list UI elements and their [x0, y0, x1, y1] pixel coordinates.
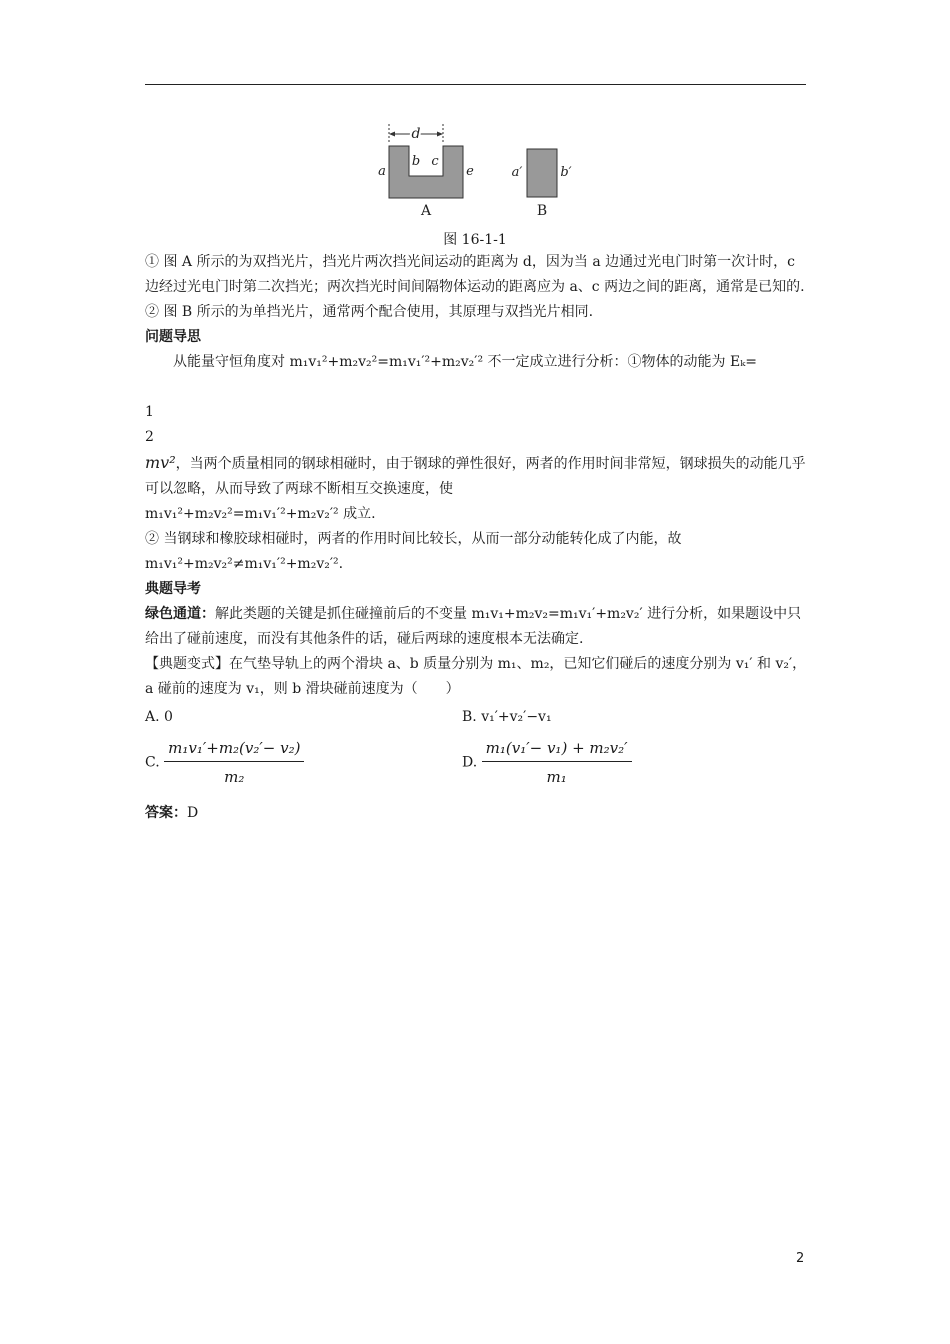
rubber-paragraph: ② 当钢球和橡胶球相碰时，两者的作用时间比较长，从而一部分动能转化成了内能，故 m₁v₁²+m₂v₂²≠m₁v₁′²+m₂v₂′².: [145, 531, 682, 572]
section-title-thinking: 问题导思: [145, 329, 201, 345]
choice-c-denominator: m₂: [224, 768, 245, 786]
figure-A-label: A: [420, 203, 432, 219]
single-slit-shape: [527, 149, 557, 197]
answer-line: [145, 801, 807, 826]
choice-c-numerator: m₁v₁′+m₂(v₂′− v₂): [164, 737, 304, 762]
slit-figure: [370, 122, 590, 222]
green-channel-text: 解此类题的关键是抓住碰撞前后的不变量 m₁v₁+m₂v₂=m₁v₁′+m₂v₂′ 进行分析，如果题设中只给出了碰前速度，而没有其他条件的话，碰后两球的速度根本无法确定.: [145, 606, 802, 647]
edge-b-prime-label: b′: [560, 165, 572, 180]
variant-text: 在气垫导轨上的两个滑块 a、b 质量分别为 m₁、m₂，已知它们碰后的速度分别为 v₁′ 和 v₂′，a 碰前的速度为 v₁，则 b 滑块碰前速度为（ ）: [145, 656, 807, 697]
half-denominator: 2: [145, 429, 154, 445]
choice-d-denominator: m₁: [546, 768, 567, 786]
edge-c-label: c: [431, 154, 439, 169]
intro-paragraph: ① 图 A 所示的为双挡光片，挡光片两次挡光间运动的距离为 d，因为当 a 边通过光电门时第一次计时，c 边经过光电门时第二次挡光；两次挡光时间间隔物体运动的距离应为 a、c 两边之间的距离，通常是已知的. ② 图 B 所示的为单挡光片，通常两个配合使用，其原理与双挡光片相同.: [145, 254, 805, 320]
energy-paragraph: [145, 350, 807, 400]
d-label: d: [411, 126, 421, 142]
answer-value: D: [187, 805, 199, 821]
energy-text-start: 从能量守恒角度对 m₁v₁²+m₂v₂²=m₁v₁′²+m₂v₂′² 不一定成立进行分析：①物体的动能为 Eₖ=: [173, 354, 758, 370]
energy-tail: m₁v₁²+m₂v₂²=m₁v₁′²+m₂v₂′² 成立.: [145, 506, 376, 522]
page-number: 2: [796, 1251, 805, 1266]
d-arrow-right: [437, 132, 443, 137]
section-title-examples: 典题导考: [145, 581, 201, 597]
choice-d-label: D.: [462, 754, 478, 771]
choice-b: B. v₁′+v₂′−v₁: [462, 709, 552, 725]
figure-B-label: B: [536, 203, 548, 219]
double-slit-shape: [389, 146, 463, 198]
d-arrow-left: [389, 132, 395, 137]
answer-label: 答案：: [145, 805, 187, 821]
green-channel-paragraph: [145, 602, 807, 652]
edge-a-label: a: [378, 164, 386, 179]
main-content: [145, 250, 807, 826]
choice-a: A. 0: [145, 709, 173, 725]
answer-choices: [145, 705, 807, 801]
figure-caption: 图 16-1-1: [443, 232, 507, 248]
choice-d-numerator: m₁(v₁′− v₁) + m₂v₂′: [482, 737, 632, 762]
half-numerator: 1: [145, 404, 154, 420]
energy-text-end: ，当两个质量相同的钢球相碰时，由于钢球的弹性很好，两者的作用时间非常短，钢球损失的动能几乎可以忽略，从而导致了两球不断相互交换速度，使: [145, 456, 806, 497]
variant-label: 【典题变式】: [145, 656, 229, 672]
choice-d-formula: [482, 737, 632, 788]
choice-c: [145, 737, 304, 788]
green-channel-label: 绿色通道：: [145, 606, 215, 622]
choice-c-label: C.: [145, 754, 160, 771]
edge-a-prime-label: a′: [511, 165, 523, 180]
choice-c-formula: [164, 737, 304, 788]
choice-d: [462, 737, 632, 788]
edge-b-label: b: [411, 154, 421, 169]
header-rule: [145, 84, 806, 85]
mv-squared: mv²: [145, 453, 176, 472]
edge-e-label: e: [466, 164, 474, 179]
variant-paragraph: [145, 652, 807, 702]
